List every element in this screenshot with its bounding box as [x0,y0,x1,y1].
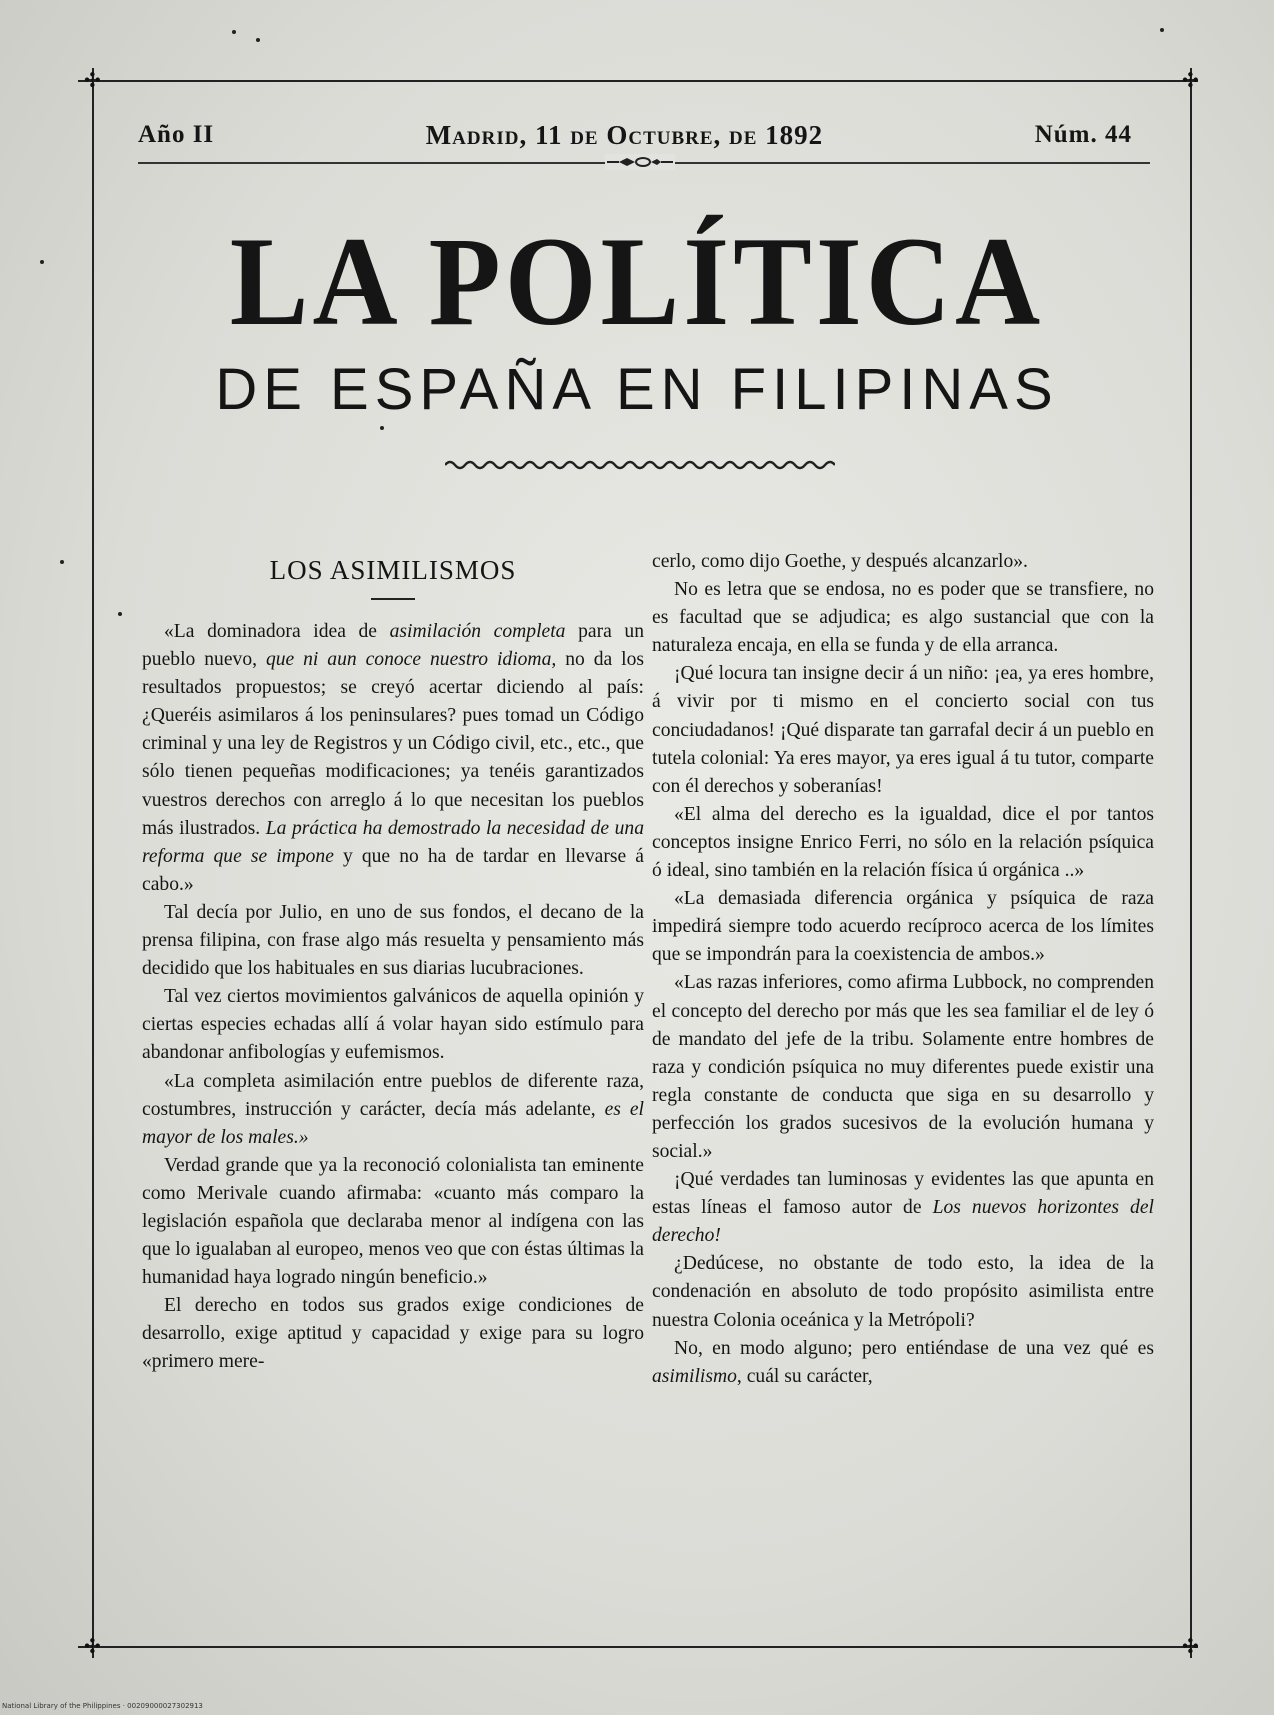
article-paragraph: No, en modo alguno; pero entiéndase de una vez qué es asimilismo, cuál su carácter, [652,1337,1154,1387]
heading-rule [371,598,415,600]
article-paragraph: No es letra que se endosa, no es poder que se transfiere, no es facultad que se adjudica; es algo sustancial que con la naturaleza encaja, en ella se funda y de ella arranca. [652,579,1154,657]
article-paragraph: ¡Qué verdades tan luminosas y evidentes las que apunta en estas líneas el famoso autor de Los nuevos horizontes del derecho! [652,1169,1154,1247]
article-paragraph: «Las razas inferiores, como afirma Lubbock, no comprenden el concepto del derecho por más que les sea familiar el de ley ó de mandato del jefe de la tribu. Solamente entre hombres de raza y condición psíquica no muy diferentes puede existir una regla constante de conducta que siga en su desarrollo y perfección los grados sucesivos de la evolución humana y social.» [652,972,1154,1162]
article-column-right [652,548,1154,1391]
corner-ornament-top-right: ✣ [1182,68,1199,92]
masthead-title: LA POLÍTICA [229,210,1045,352]
article-paragraph: Tal vez ciertos movimientos galvánicos de aquella opinión y ciertas especies echadas allí á volar hayan sido estímulo para abandonar anfibologías y eufemismos. [142,986,644,1064]
article-paragraph: «La dominadora idea de asimilación completa para un pueblo nuevo, que ni aun conoce nuestro idioma, no da los resultados propuestos; se creyó acertar diciendo al país: ¿Queréis asimilaros á los peninsulares? pues tomad un Código criminal y una ley de Registros y un Código civil, etc., etc., que sólo tienen pequeñas modificaciones; ya tenéis garantizados vuestros derechos con arreglo á lo que necesitan los pueblos más ilustrados. La práctica ha demostrado la necesidad de una reforma que se impone y que no ha de tardar en llevarse á cabo.» [142,621,645,895]
rule-ornament-icon [605,154,675,170]
article-paragraph: El derecho en todos sus grados exige condiciones de desarrollo, exige aptitud y capacidad y exige para su logro «primero mere- [142,1295,644,1373]
frame-bottom-rule [78,1646,1198,1648]
article-paragraph: ¡Qué locura tan insigne decir á un niño: ¡ea, ya eres hombre, á vivir por ti mismo en el concierto social con tus conciudadanos! ¡Qué disparate tan garrafal decir á un pueblo en tutela colonial: Ya eres mayor, ya eres igual á tu tutor, comparte con él derechos y soberanías! [652,663,1154,797]
article-heading: LOS ASIMILISMOS [269,555,517,585]
archive-stamp: National Library of the Philippines · 00209000027302913 [2,1702,203,1710]
article-paragraph: «La demasiada diferencia orgánica y psíquica de raza impedirá siempre todo acuerdo recíproco acerca de los límites que se impondrán para la coexistencia de ambos.» [652,888,1154,966]
frame-top-rule [78,80,1198,82]
corner-ornament-bottom-left: ✣ [84,1634,101,1658]
wavy-divider-icon [445,458,835,472]
issue-dateline: Madrid, 11 de Octubre, de 1892 [425,119,824,150]
corner-ornament-bottom-right: ✣ [1182,1634,1199,1658]
article-column-left [142,548,644,1377]
article-paragraph: Tal decía por Julio, en uno de sus fondos, el decano de la prensa filipina, con frase algo más resuelta y pensamiento más decidido que los habituales en sus diarias lucubraciones. [142,901,644,980]
article-paragraph: «La completa asimilación entre pueblos de diferente raza, costumbres, instrucción y carácter, decía más adelante, es el mayor de los males.» [142,1070,644,1148]
masthead-subtitle: DE ESPAÑA EN FILIPINAS [215,357,1059,422]
article-paragraph: ¿Dedúcese, no obstante de todo esto, la idea de la condenación en absoluto de todo propósito asimilista entre nuestra Colonia oceánica y la Metrópoli? [652,1253,1154,1331]
article-paragraph: cerlo, como dijo Goethe, y después alcanzarlo». [652,551,1028,572]
article-paragraph: Verdad grande que ya la reconoció colonialista tan eminente como Merivale cuando afirmaba: «cuanto más comparo la legislación española que declaraba menor al indígena con las que lo igualaban al europeo, menos veo que con éstas últimas la humanidad haya logrado ningún beneficio.» [142,1154,644,1289]
issue-number: Núm. 44 [1034,121,1132,148]
issue-header [138,118,1132,152]
corner-ornament-top-left: ✣ [84,68,101,92]
issue-year: Año II [138,121,215,148]
article-paragraph: «El alma del derecho es la igualdad, dice el por tantos conceptos insigne Enrico Ferri, no sólo en la relación psíquica ó ideal, sino también en la relación física ú orgánica ..» [652,803,1154,882]
